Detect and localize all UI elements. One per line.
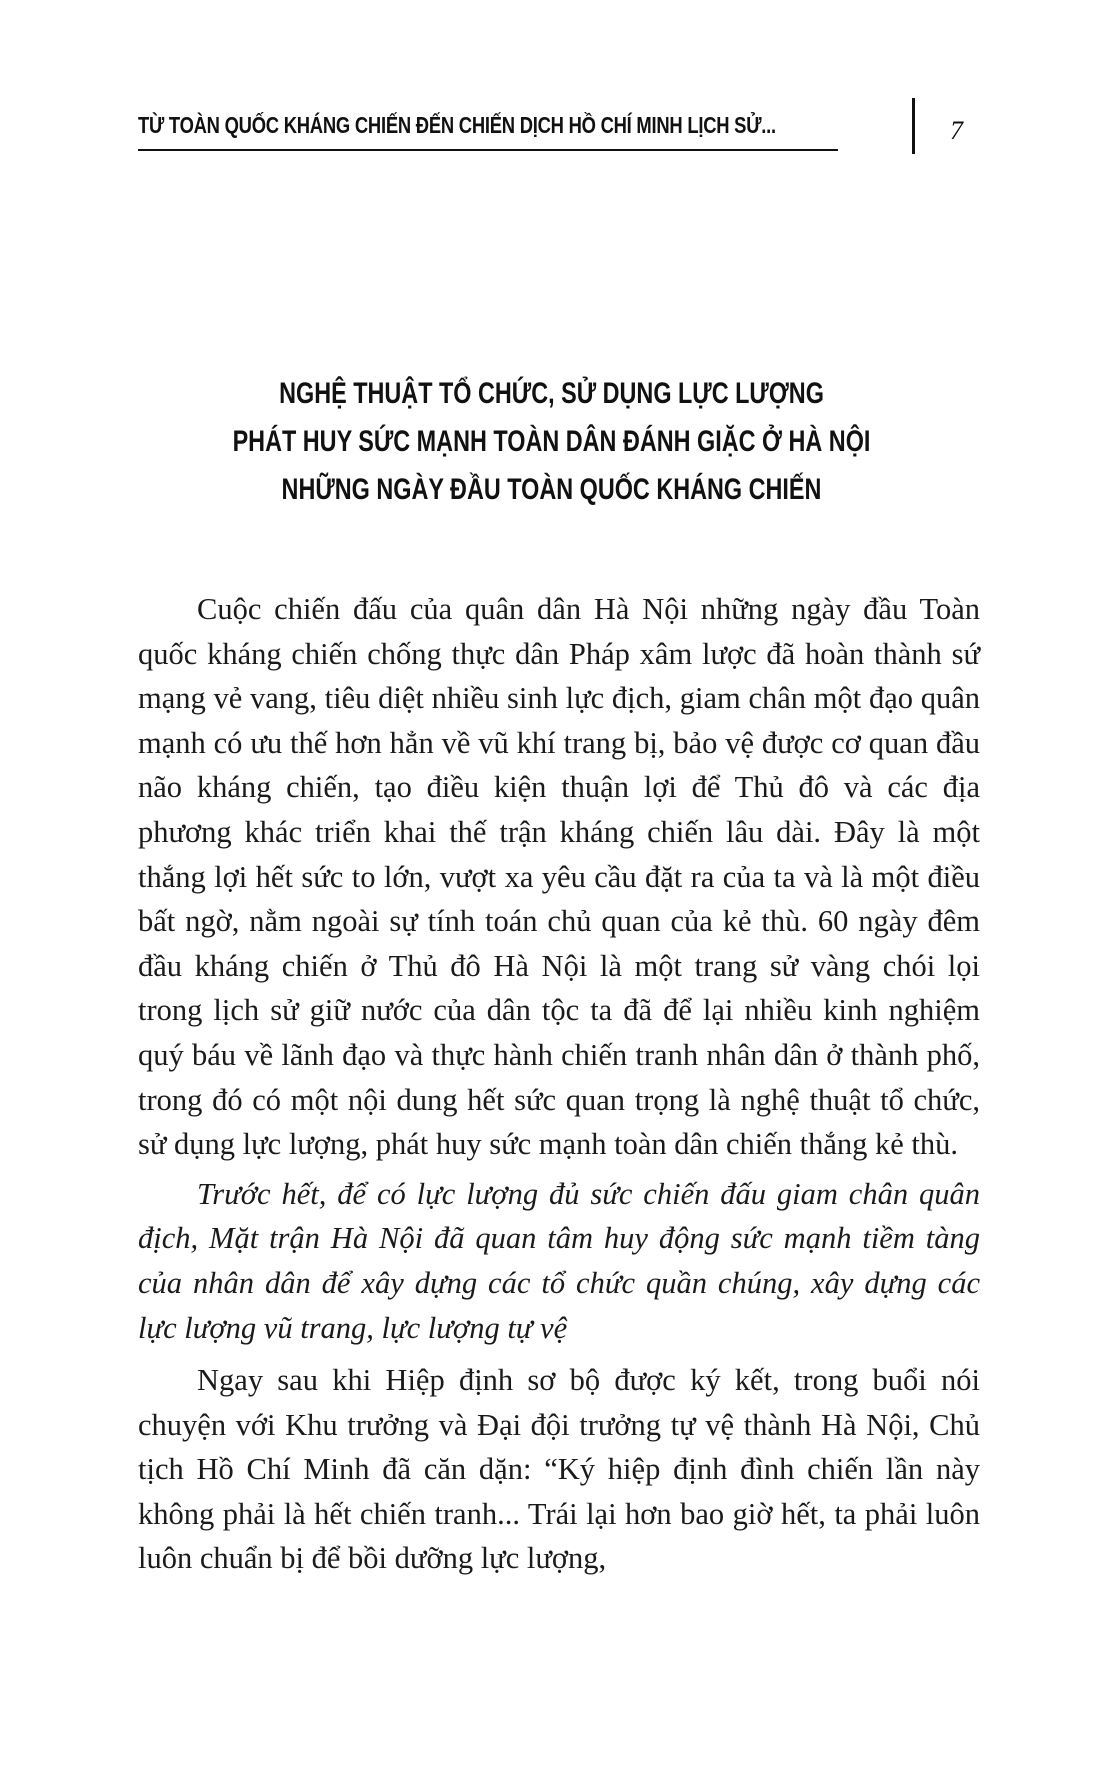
body-paragraph-1: Cuộc chiến đấu của quân dân Hà Nội những ngày đầu Toàn quốc kháng chiến chống thực dân Pháp xâm lược đã hoàn thành sứ mạng vẻ vang, tiêu diệt nhiều sinh lực địch, giam chân một đạo quân mạnh có ưu thế hơn hẳn về vũ khí trang bị, bảo vệ được cơ quan đầu não kháng chiến, tạo điều kiện thuận lợi để Thủ đô và các địa phương khác triển khai thế trận kháng chiến lâu dài. Đây là một thắng lợi hết sức to lớn, vượt xa yêu cầu đặt ra của ta và là một điều bất ngờ, nằm ngoài sự tính toán chủ quan của kẻ thù. 60 ngày đêm đầu kháng chiến ở Thủ đô Hà Nội là một trang sử vàng chói lọi trong lịch sử giữ nước của dân tộc ta đã để lại nhiều kinh nghiệm quý báu về lãnh đạo và thực hành chiến tranh nhân dân ở thành phố, trong đó có một nội dung hết sức quan trọng là nghệ thuật tổ chức, sử dụng lực lượng, phát huy sức mạnh toàn dân chiến thắng kẻ thù. <box>138 592 980 1162</box>
chapter-title <box>0 370 1103 514</box>
chapter-title-line-3: NHỮNG NGÀY ĐẦU TOÀN QUỐC KHÁNG CHIẾN <box>281 473 822 506</box>
body-paragraph-2: Ngay sau khi Hiệp định sơ bộ được ký kết, trong buổi nói chuyện với Khu trưởng và Đại đội trưởng tự vệ thành Hà Nội, Chủ tịch Hồ Chí Minh đã căn dặn: “Ký hiệp định đình chiến lần này không phải là hết chiến tranh... Trái lại hơn bao giờ hết, ta phải luôn luôn chuẩn bị để bồi dưỡng lực lượng, <box>138 1363 980 1576</box>
italic-lead-paragraph: Trước hết, để có lực lượng đủ sức chiến đấu giam chân quân địch, Mặt trận Hà Nội đã quan tâm huy động sức mạnh tiềm tàng của nhân dân để xây dựng các tổ chức quần chúng, xây dựng các lực lượng vũ trang, lực lượng tự vệ <box>138 1176 980 1345</box>
running-head-underline <box>138 149 838 151</box>
page-number: 7 <box>950 116 963 145</box>
running-head-title: TỪ TOÀN QUỐC KHÁNG CHIẾN ĐẾN CHIẾN DỊCH HỒ CHÍ MINH LỊCH SỬ... <box>138 112 776 138</box>
running-head-divider <box>912 98 915 154</box>
chapter-title-line-1: NGHỆ THUẬT TỔ CHỨC, SỬ DỤNG LỰC LƯỢNG <box>279 377 824 410</box>
body-text <box>138 587 980 1581</box>
chapter-title-line-2: PHÁT HUY SỨC MẠNH TOÀN DÂN ĐÁNH GIẶC Ở HÀ NỘI <box>232 425 871 458</box>
